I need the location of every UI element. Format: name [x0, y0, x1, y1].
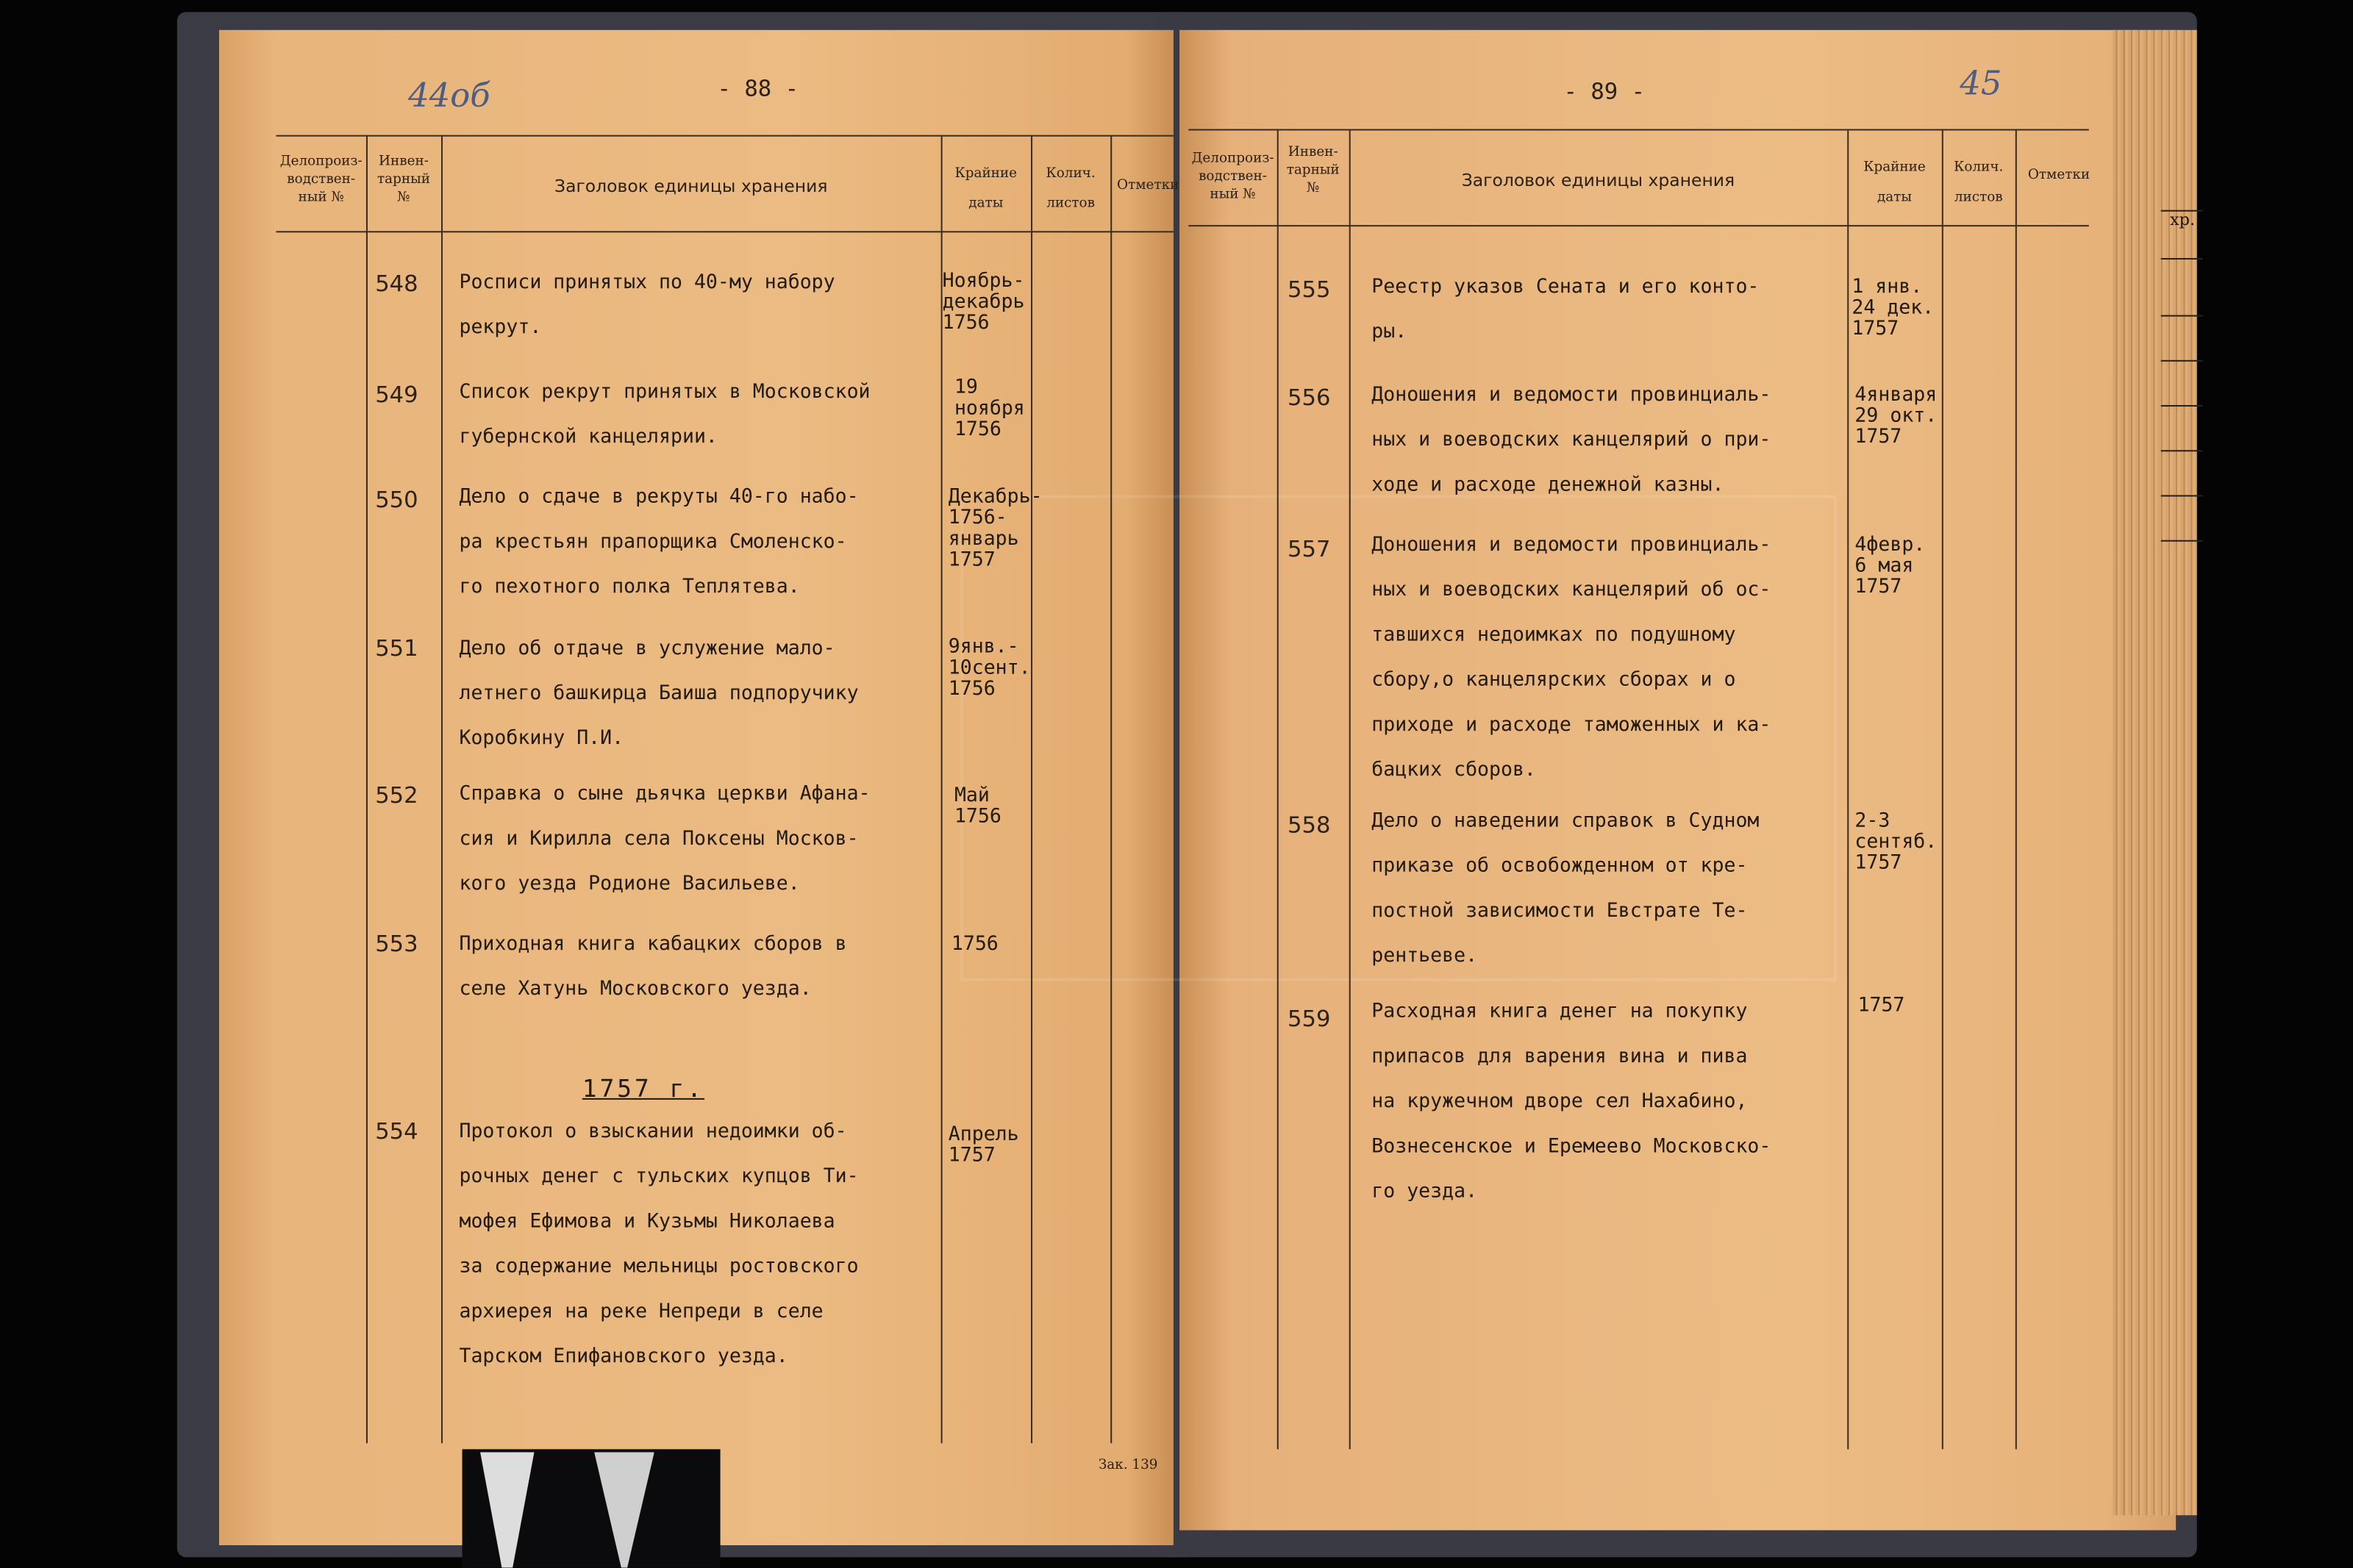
- left-entry-3-inv: 550: [375, 486, 418, 513]
- left-entry-7-dates: Апрель 1757: [948, 1123, 1019, 1167]
- right-header-dates: Крайние даты: [1863, 160, 1926, 206]
- right-entry-2-title: Доношения и ведомости провинциаль- ных и воеводских канцелярий о при- ходе и расходе денежной казны.: [1371, 384, 1771, 497]
- right-header-title: Заголовок единицы хранения: [1461, 169, 1735, 191]
- right-entry-1-inv: 555: [1288, 276, 1331, 304]
- left-entry-4-inv: 551: [375, 634, 418, 662]
- left-header-inv: Инвен- тарный №: [376, 154, 430, 206]
- right-entry-2-inv: 556: [1288, 384, 1331, 412]
- left-header-marks: Отметки: [1117, 178, 1179, 194]
- left-entry-5-dates: Май 1756: [954, 784, 1001, 828]
- right-col-rule-1: [1277, 129, 1279, 1450]
- left-header-top-rule: [276, 135, 1174, 137]
- right-entry-5-title: Расходная книга денег на покупку припасов для варения вина и пива на кружечном дворе сел Нахабино, Вознесенское и Еремеево Московско- го уезда.: [1371, 1000, 1771, 1203]
- left-entry-4-dates: 9янв.- 10сент. 1756: [948, 636, 1031, 701]
- left-entry-5-inv: 552: [375, 781, 418, 809]
- left-entry-6-dates: 1756: [951, 933, 999, 956]
- left-header-sheets: Колич. листов: [1046, 166, 1096, 212]
- right-col-rule-2: [1349, 129, 1351, 1450]
- right-entry-3-title: Доношения и ведомости провинциаль- ных и воеводских канцелярий об ос- тавшихся недоимках по подушному сбору,о канцелярских сборах и о приходе и расходе таможенных и ка- бацких сборов.: [1371, 534, 1771, 782]
- right-entry-2-dates: 4января 29 окт. 1757: [1854, 384, 1938, 449]
- right-header-delo: Делопроиз- водствен- ный №: [1191, 151, 1274, 203]
- right-entry-1-title: Реестр указов Сената и его конто- ры.: [1371, 276, 1760, 344]
- right-header-bottom-rule: [1188, 225, 2088, 226]
- left-entry-7-inv: 554: [375, 1117, 418, 1145]
- left-entry-2-inv: 549: [375, 381, 418, 409]
- left-entry-1-inv: 548: [375, 270, 418, 298]
- left-col-rule-5: [1110, 135, 1112, 1444]
- right-col-rule-5: [2015, 129, 2017, 1450]
- right-entry-3-dates: 4февр. 6 мая 1757: [1854, 534, 1926, 599]
- right-hand-number: 45: [1960, 65, 2002, 104]
- left-page-number: - 88 -: [717, 75, 799, 102]
- right-entry-1-dates: 1 янв. 24 дек. 1757: [1852, 276, 1935, 341]
- left-hand-number: 44об: [408, 78, 490, 116]
- left-entry-5-title: Справка о сыне дьячка церкви Афана- сия и Кирилла села Поксены Москов- кого уезда Родионе Васильеве.: [459, 783, 871, 896]
- left-entry-6-inv: 553: [375, 930, 418, 958]
- right-header-inv: Инвен- тарный №: [1286, 145, 1340, 197]
- left-entry-3-title: Дело о сдаче в рекруты 40-го набо- ра крестьян прапорщика Смоленско- го пехотного полка Теплятева.: [459, 486, 859, 599]
- left-col-rule-1: [366, 135, 368, 1444]
- left-col-rule-4: [1031, 135, 1032, 1444]
- left-entry-6-title: Приходная книга кабацких сборов в селе Хатунь Московского уезда.: [459, 933, 847, 1001]
- right-col-rule-4: [1942, 129, 1943, 1450]
- left-entry-1-dates: Ноябрь- декабрь 1756: [942, 270, 1025, 335]
- right-entry-5-inv: 559: [1288, 1005, 1331, 1033]
- left-col-rule-2: [441, 135, 443, 1444]
- left-header-delo: Делопроиз- водствен- ный №: [279, 154, 363, 206]
- year-heading: 1757 г.: [582, 1074, 705, 1103]
- left-entry-2-dates: 19 ноября 1756: [954, 376, 1025, 441]
- print-order-number: Зак. 139: [1098, 1458, 1158, 1474]
- left-entry-2-title: Список рекрут принятых в Московской губернской канцелярии.: [459, 381, 871, 449]
- right-entry-4-dates: 2-3 сентяб. 1757: [1854, 810, 1938, 875]
- right-header-top-rule: [1188, 129, 2088, 131]
- right-entry-4-inv: 558: [1288, 812, 1331, 839]
- left-entry-7-title: Протокол о взыскании недоимки об- рочных денег с тульских купцов Ти- мофея Ефимова и Кузьмы Николаева за содержание мельницы ростовского архиерея на реке Непреди в селе Тарском Епифановского уезда.: [459, 1120, 859, 1369]
- right-header-marks: Отметки: [2027, 168, 2090, 183]
- left-header-bottom-rule: [276, 231, 1174, 232]
- right-entry-5-dates: 1757: [1857, 995, 1905, 1017]
- right-header-sheets: Колич. листов: [1954, 160, 2004, 206]
- left-entry-1-title: Росписи принятых по 40-му набору рекрут.: [459, 271, 835, 340]
- right-page-number: - 89 -: [1563, 78, 1646, 105]
- right-entry-4-title: Дело о наведении справок в Судном приказе об освобожденном от кре- постной зависимости Евстрате Те- рентьеве.: [1371, 810, 1760, 968]
- left-entry-4-title: Дело об отдаче в услужение мало- летнего башкирца Баиша подпоручику Коробкину П.И.: [459, 637, 859, 751]
- left-header-title: Заголовок единицы хранения: [554, 175, 828, 197]
- right-col-rule-3: [1847, 129, 1849, 1450]
- left-header-dates: Крайние даты: [954, 166, 1018, 212]
- right-entry-3-inv: 557: [1288, 535, 1331, 563]
- left-entry-3-dates: Декабрь- 1756- январь 1757: [948, 486, 1043, 572]
- edge-text-xr: хр.: [2169, 210, 2196, 230]
